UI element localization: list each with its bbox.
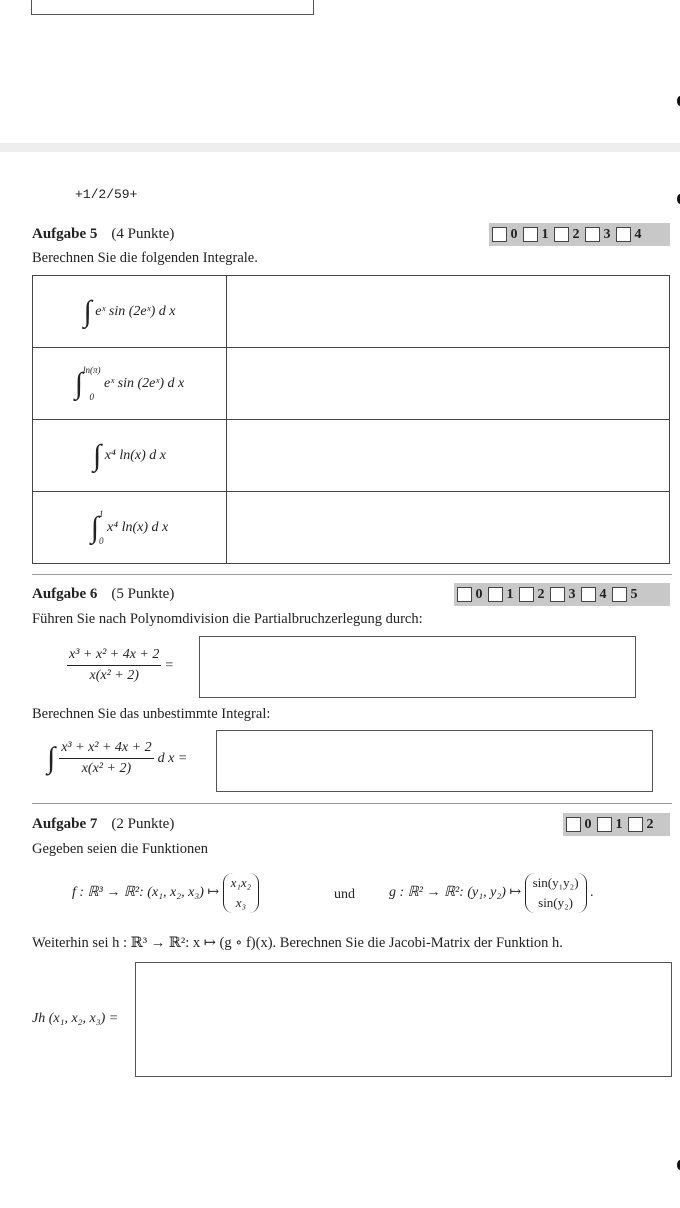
score-option[interactable]: 2 (628, 817, 657, 833)
partial-fraction-expression: $\frac{\text{x³ + x² + 4x + 2}}{\text{x(x² + 2)}}$ = (69, 647, 174, 683)
task-5-title: Aufgabe 5 (32, 226, 98, 242)
task-5-score-boxes (489, 223, 670, 246)
score-checkbox[interactable] (612, 587, 627, 602)
score-checkbox[interactable] (492, 227, 507, 242)
function-f-definition: f : ℝ³ → ℝ²: (x₁, x₂, x₃) ↦ x₁x₂ x₃ (72, 873, 259, 913)
integral-answer-cell[interactable] (227, 492, 670, 564)
score-checkbox[interactable] (628, 817, 643, 832)
score-checkbox[interactable] (457, 587, 472, 602)
score-option[interactable]: 1 (597, 817, 626, 833)
score-option[interactable]: 4 (616, 227, 645, 243)
integral-expression: ∫ x⁴ ln(x) d x (33, 420, 227, 492)
score-checkbox[interactable] (581, 587, 596, 602)
integral-answer-cell[interactable] (227, 276, 670, 348)
task-7-score-boxes (563, 813, 670, 836)
task-7-header (32, 816, 174, 833)
score-checkbox[interactable] (616, 227, 631, 242)
score-option[interactable]: 1 (488, 587, 517, 603)
score-option[interactable]: 0 (457, 587, 486, 603)
page-code: +1/2/59+ (75, 187, 138, 202)
score-checkbox[interactable] (488, 587, 503, 602)
score-checkbox[interactable] (566, 817, 581, 832)
score-option[interactable]: 5 (612, 587, 641, 603)
score-option[interactable]: 2 (554, 227, 583, 243)
jacobi-answer-box[interactable] (135, 962, 672, 1077)
score-option[interactable]: 0 (566, 817, 595, 833)
g-matrix: sin(y₁y₂) sin(y₂) (525, 873, 587, 913)
task-5-header (32, 226, 174, 243)
score-option[interactable]: 3 (550, 587, 579, 603)
task-6-points: (5 Punkte) (111, 586, 175, 602)
score-checkbox[interactable] (519, 587, 534, 602)
jacobi-label: Jh (x₁, x₂, x₃) = (32, 1011, 119, 1026)
task-5-instruction: Berechnen Sie die folgenden Integrale. (32, 250, 258, 266)
integral-expression: ∫1 0 x⁴ ln(x) d x (33, 492, 227, 564)
task-6-instruction-2: Berechnen Sie das unbestimmte Integral: (32, 706, 271, 722)
task-6-instruction: Führen Sie nach Polynomdivision die Partialbruchzerlegung durch: (32, 611, 423, 627)
task-6-title: Aufgabe 6 (32, 586, 98, 602)
page-separator (0, 143, 680, 152)
score-checkbox[interactable] (585, 227, 600, 242)
task-7-instruction: Gegeben seien die Funktionen (32, 841, 208, 857)
integral-expression: ∫ln(π) 0 eˣ sin (2eˣ) d x (33, 348, 227, 420)
previous-answer-box[interactable] (31, 0, 314, 15)
indefinite-integral-answer-box[interactable] (216, 730, 653, 792)
task-7-points: (2 Punkte) (111, 816, 175, 832)
score-option[interactable]: 2 (519, 587, 548, 603)
task-6-header (32, 586, 174, 603)
score-checkbox[interactable] (554, 227, 569, 242)
integral-answer-cell[interactable] (227, 348, 670, 420)
task-6-score-boxes (454, 583, 670, 606)
integral-table (32, 275, 670, 564)
score-checkbox[interactable] (597, 817, 612, 832)
score-checkbox[interactable] (550, 587, 565, 602)
score-option[interactable]: 3 (585, 227, 614, 243)
divider (32, 803, 672, 804)
score-checkbox[interactable] (523, 227, 538, 242)
score-option[interactable]: 0 (492, 227, 521, 243)
f-matrix: x₁x₂ x₃ (223, 873, 260, 913)
task-5-points: (4 Punkte) (111, 226, 175, 242)
score-option[interactable]: 4 (581, 587, 610, 603)
partial-fraction-answer-box[interactable] (199, 636, 636, 698)
task-7-title: Aufgabe 7 (32, 816, 98, 832)
integral-answer-cell[interactable] (227, 420, 670, 492)
indefinite-integral-expression: ∫ $\frac{\text{x³ + x² + 4x + 2}}{\text{x(x² + 2)}}$ d x = (47, 740, 188, 776)
und-text: und (334, 887, 355, 902)
function-g-definition: g : ℝ² → ℝ²: (y₁, y₂) ↦ sin(y₁y₂) sin(y₂) . (389, 873, 594, 913)
integral-expression: ∫ eˣ sin (2eˣ) d x (33, 276, 227, 348)
task-7-instruction-2: Weiterhin sei h : ℝ³ → ℝ²: x ↦ (g ∘ f)(x). Berechnen Sie die Jacobi-Matrix der Funktion h. (32, 935, 563, 951)
divider (32, 574, 672, 575)
score-option[interactable]: 1 (523, 227, 552, 243)
